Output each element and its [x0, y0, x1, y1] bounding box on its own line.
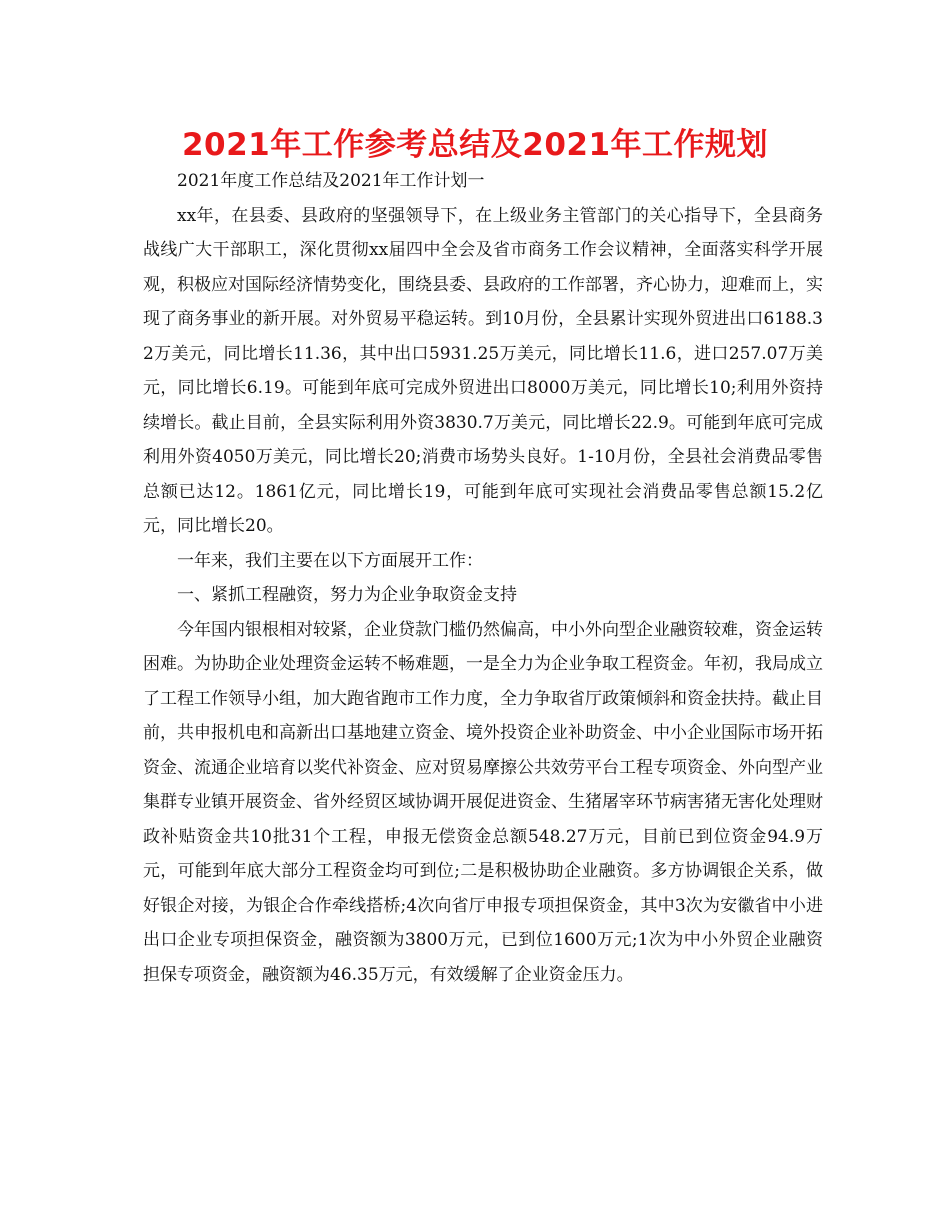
body-paragraph: 一年来，我们主要在以下方面展开工作：	[177, 550, 483, 571]
document-title: 2021年工作参考总结及2021年工作规划	[181, 127, 769, 163]
document-body	[143, 164, 823, 992]
body-paragraph: 今年国内银根相对较紧，企业贷款门槛仍然偏高，中小外向型企业融资较难，资金运转困难。为协助企业处理资金运转不畅难题，一是全力为企业争取工程资金。年初，我局成立了工程工作领导小组，加大跑省跑市工作力度，全力争取省厅政策倾斜和资金扶持。截止目前，共申报机电和高新出口基地建立资金、境外投资企业补助资金、中小企业国际市场开拓资金、流通企业培育以奖代补资金、应对贸易摩擦公共效劳平台工程专项资金、外向型产业集群专业镇开展资金、省外经贸区域协调开展促进资金、生猪屠宰环节病害猪无害化处理财政补贴资金共10批31个工程，申报无偿资金总额548.27万元，目前已到位资金94.9万元，可能到年底大部分工程资金均可到位;二是积极协助企业融资。多方协调银企关系，做好银企对接，为银企合作牵线搭桥;4次向省厅申报专项担保资金，其中3次为安徽省中小进出口企业专项担保资金，融资额为3800万元，已到位1600万元;1次为中小外贸企业融资担保专项资金，融资额为46.35万元，有效缓解了企业资金压力。	[143, 619, 823, 985]
section-heading: 一、紧抓工程融资，努力为企业争取资金支持	[177, 585, 517, 605]
body-paragraph: xx年，在县委、县政府的坚强领导下，在上级业务主管部门的关心指导下，全县商务战线广大干部职工，深化贯彻xx届四中全会及省市商务工作会议精神，全面落实科学开展观，积极应对国际经济情势变化，围绕县委、县政府的工作部署，齐心协力，迎难而上，实现了商务事业的新开展。对外贸易平稳运转。到10月份，全县累计实现外贸进出口6188.32万美元，同比增长11.36，其中出口5931.25万美元，同比增长11.6，进口257.07万美元，同比增长6.19。可能到年底可完成外贸进出口8000万美元，同比增长10;利用外资持续增长。截止目前，全县实际利用外资3830.7万美元，同比增长22.9。可能到年底可完成利用外资4050万美元，同比增长20;消费市场势头良好。1-10月份，全县社会消费品零售总额已达12。1861亿元，同比增长19，可能到年底可实现社会消费品零售总额15.2亿元，同比增长20。	[143, 205, 823, 536]
body-paragraph: 2021年度工作总结及2021年工作计划一	[177, 171, 485, 191]
